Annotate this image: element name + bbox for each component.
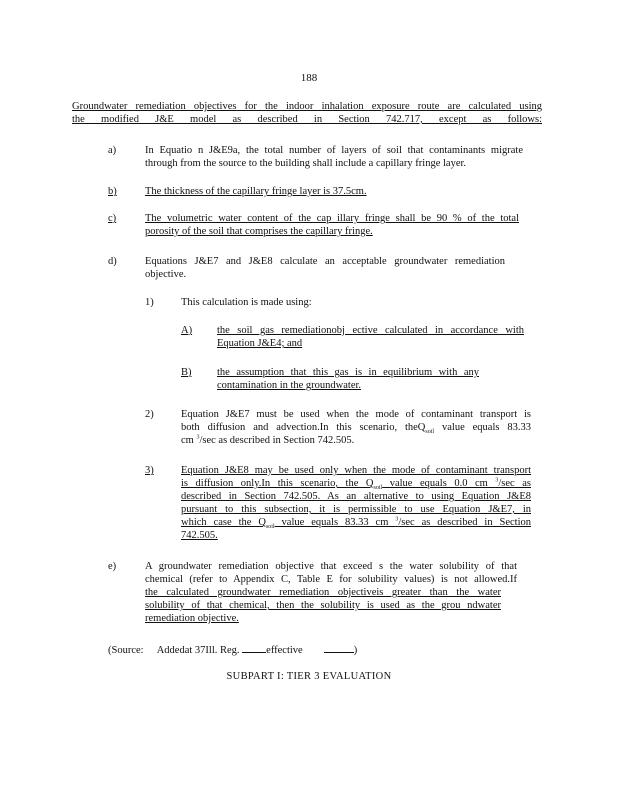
item-d2-line-2b: value equals 83.33: [434, 422, 531, 433]
item-d1-A-line-1: the soil gas remediationobj ective calculated in accordance with: [217, 325, 524, 336]
item-d-text: [145, 255, 505, 281]
item-c-label: c): [108, 213, 117, 224]
item-d-label: d): [108, 256, 117, 267]
cubed-superscript: 3: [196, 434, 200, 441]
item-d3-line-2b: value equals 0.0 cm: [382, 478, 496, 489]
source-close: ): [353, 645, 358, 656]
item-d3-text: [181, 464, 531, 542]
cubed-superscript: 3: [395, 516, 399, 523]
item-d2-line-3a: cm: [181, 435, 197, 446]
item-d3-line-1: Equation J&E8 may be used only when the mode of contaminant transport: [181, 465, 531, 476]
source-prefix: (Source:: [108, 645, 144, 656]
q-soil-subscript: soil: [425, 429, 435, 436]
item-e-line-2: chemical (refer to Appendix C, Table E for solubility values) is not allowed.If: [145, 574, 517, 585]
item-b-text: The thickness of the capillary fringe layer is 37.5cm.: [145, 186, 367, 197]
item-d1-label: 1): [145, 297, 154, 308]
item-a-text: [145, 144, 523, 170]
source-text: Addedat 37Ill. Reg.: [156, 645, 240, 656]
item-d1-A-text: [217, 324, 524, 350]
item-d3-line-5: [181, 516, 531, 529]
item-c-text: [145, 212, 519, 238]
source-blank-1: [242, 643, 266, 653]
item-e-text: [145, 560, 517, 625]
intro-paragraph: [72, 100, 542, 126]
item-e-label: e): [108, 561, 117, 572]
cubed-superscript: 3: [495, 477, 499, 484]
q-soil-subscript: soil: [265, 524, 275, 531]
item-c-line-2: porosity of the soil that comprises the capillary fringe.: [145, 226, 373, 237]
item-a-line-1: In Equatio n J&E9a, the total number of layers of soil that contaminants migrate: [145, 145, 523, 156]
item-c-line-1: The volumetric water content of the cap illary fringe shall be 90 % of the total: [145, 213, 519, 224]
item-b-label: b): [108, 186, 117, 197]
item-d3-label: 3): [145, 465, 154, 476]
source-note: [108, 643, 357, 657]
item-d-line-1: Equations J&E7 and J&E8 calculate an acceptable groundwater remediation: [145, 256, 505, 267]
item-d1-text: This calculation is made using:: [181, 297, 312, 308]
q-soil-subscript: soil: [373, 485, 383, 492]
item-d1-B-text: [217, 366, 479, 392]
intro-line-2: the modified J&E model as described in Section 742.717, except as follows:: [72, 114, 542, 125]
item-d3-line-2: [181, 477, 531, 490]
item-e-line-4: solubility of that chemical, then the solubility is used as the grou ndwater: [145, 600, 501, 611]
item-d3-line-5b: value equals 83.33 cm: [274, 517, 396, 528]
source-effective: effective: [266, 645, 303, 656]
item-e-line-5: remediation objective.: [145, 613, 239, 624]
item-d2-line-2: [181, 421, 531, 434]
item-d2-line-1: Equation J&E7 must be used when the mode of contaminant transport is: [181, 409, 531, 420]
item-d1-A-label: A): [181, 325, 193, 336]
item-e-line-3: the calculated groundwater remediation objectiveis greater than the water: [145, 587, 501, 598]
item-d3-line-6: 742.505.: [181, 530, 218, 541]
item-d-line-2: objective.: [145, 269, 187, 280]
item-d2-line-3: [181, 434, 531, 447]
item-a-label: a): [108, 145, 117, 156]
item-d3-line-4: pursuant to this subsection, it is permissible to use Equation J&E7, in: [181, 504, 531, 515]
item-d3-line-2a: is diffusion only.In this scenario, the Q: [181, 478, 374, 489]
item-a-line-2: through from the source to the building shall include a capillary fringe layer.: [145, 158, 467, 169]
item-d1-B-line-2: contamination in the groundwater.: [217, 380, 362, 391]
item-d2-line-3b: /sec as described in Section 742.505.: [199, 435, 355, 446]
item-d1-B-label: B): [181, 367, 192, 378]
item-d1-A-line-2: Equation J&E4; and: [217, 338, 303, 349]
item-d3-line-5a: which case the Q: [181, 517, 266, 528]
item-d1-B-line-1: the assumption that this gas is in equilibrium with any: [217, 367, 479, 378]
page-number: 188: [300, 72, 318, 84]
item-d2-text: [181, 408, 531, 447]
source-blank-2: [324, 643, 354, 653]
item-e-line-1: A groundwater remediation objective that exceed s the water solubility of that: [145, 561, 517, 572]
item-d3-line-5c: /sec as described in Section: [398, 517, 532, 528]
intro-line-1: Groundwater remediation objectives for the indoor inhalation exposure route are calculated using: [72, 101, 542, 112]
item-d3-line-2c: /sec as: [498, 478, 531, 489]
item-d2-label: 2): [145, 409, 154, 420]
subpart-heading: SUBPART I: TIER 3 EVALUATION: [226, 671, 392, 682]
item-d3-line-3: described in Section 742.505. As an alternative to using Equation J&E8: [181, 491, 531, 502]
item-d2-line-2a: both diffusion and advection.In this scenario, theQ: [181, 422, 426, 433]
